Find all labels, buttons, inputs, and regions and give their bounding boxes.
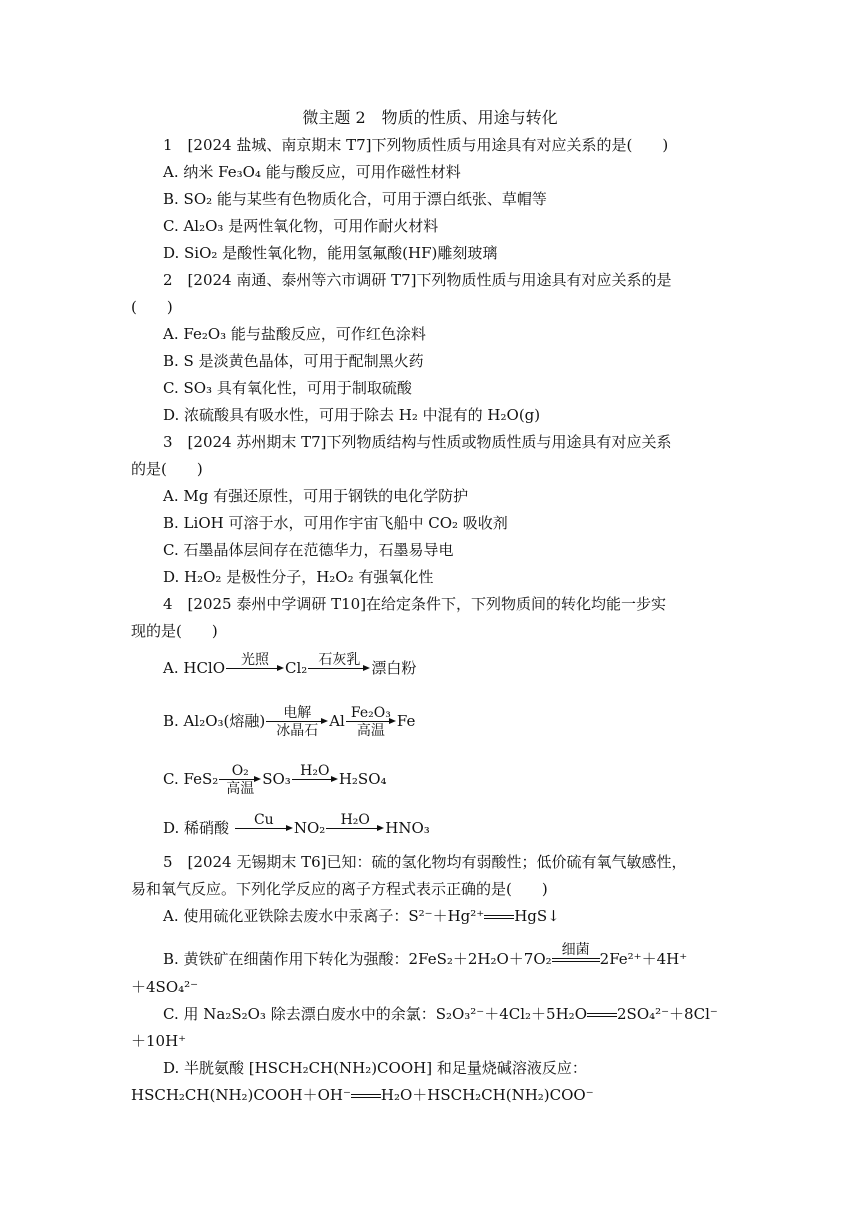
q4d-arrow-1 (235, 812, 293, 846)
q5b-right: 2Fe²⁺＋4H⁺ (599, 950, 688, 968)
q4a-arrow-1 (226, 652, 284, 686)
q4b-mid: Al (329, 712, 345, 730)
q4b-cond-1-top: 电解 (283, 705, 312, 721)
q5a-equals (484, 915, 514, 919)
q1-option-d: D. SiO₂ 是酸性氧化物，能用氢氟酸(HF)雕刻玻璃 (163, 244, 498, 262)
q5c-text: C. 用 Na₂S₂O₃ 除去漂白废水中的余氯：S₂O₃²⁻＋4Cl₂＋5H₂O (163, 1005, 587, 1023)
q4a-cond-2: 石灰乳 (318, 652, 361, 668)
q4d-product: HNO₃ (385, 819, 430, 837)
q4a-arrow-2 (308, 652, 370, 686)
q2-option-d: D. 浓硫酸具有吸水性，可用于除去 H₂ 中混有的 H₂O(g) (163, 406, 541, 424)
q4d-mid: NO₂ (293, 819, 326, 837)
q5-option-b (163, 942, 687, 978)
q4c-label: C. FeS₂ (163, 770, 219, 788)
q4b-cond-2-bottom: 高温 (356, 723, 385, 739)
q4c-arrow-1 (219, 763, 261, 797)
q4c-cond-1-bottom: 高温 (226, 781, 255, 797)
q5-option-b-cont: ＋4SO₄²⁻ (131, 978, 199, 996)
q4-option-b (163, 705, 415, 739)
q4d-cond-2: H₂O (340, 812, 370, 828)
q2-stem-cont: ( ) (131, 298, 173, 316)
q5a-right: HgS↓ (514, 907, 560, 925)
q2-option-a: A. Fe₂O₃ 能与盐酸反应，可作红色涂料 (163, 325, 426, 343)
q4c-mid: SO₃ (262, 770, 291, 788)
q4d-label: D. 稀硝酸 (163, 819, 230, 837)
q5-option-c-cont: ＋10H⁺ (131, 1032, 187, 1050)
q3-option-a: A. Mg 有强还原性，可用于钢铁的电化学防护 (163, 487, 469, 505)
q2-option-b: B. S 是淡黄色晶体，可用于配制黑火药 (163, 352, 424, 370)
q5d-left: HSCH₂CH(NH₂)COOH＋OH⁻ (131, 1086, 351, 1104)
q4-stem: 4 [2025 泰州中学调研 T10]在给定条件下，下列物质间的转化均能一步实 (163, 595, 667, 613)
q4c-arrow-2 (292, 763, 338, 797)
q5-option-c (163, 1004, 718, 1024)
q2-stem: 2 [2024 南通、泰州等六市调研 T7]下列物质性质与用途具有对应关系的是 (163, 271, 672, 289)
q5b-equals (552, 942, 600, 978)
q5-option-d-cont (131, 1085, 594, 1105)
q1-option-b: B. SO₂ 能与某些有色物质化合，可用于漂白纸张、草帽等 (163, 190, 547, 208)
q4b-cond-1-bottom: 冰晶石 (276, 723, 319, 739)
q5-option-d: D. 半胱氨酸 [HSCH₂CH(NH₂)COOH] 和足量烧碱溶液反应： (163, 1059, 587, 1077)
q5-stem: 5 [2024 无锡期末 T6]已知：硫的氢化物均有弱酸性；低价硫有氧气敏感性， (163, 853, 687, 871)
q4a-label: A. HClO (163, 659, 226, 677)
q4a-mid: Cl₂ (285, 659, 308, 677)
q5c-right: 2SO₄²⁻＋8Cl⁻ (617, 1005, 718, 1023)
q4b-cond-2-top: Fe₂O₃ (350, 705, 391, 721)
q1-option-c: C. Al₂O₃ 是两性氧化物，可用作耐火材料 (163, 217, 439, 235)
q4-stem-cont: 现的是( ) (131, 622, 218, 640)
q5a-text: A. 使用硫化亚铁除去废水中汞离子：S²⁻＋Hg²⁺ (163, 907, 485, 925)
q4a-cond-1: 光照 (241, 652, 270, 668)
q1-stem: 1 [2024 盐城、南京期末 T7]下列物质性质与用途具有对应关系的是( ) (163, 136, 669, 154)
q3-option-b: B. LiOH 可溶于水，可用作宇宙飞船中 CO₂ 吸收剂 (163, 514, 508, 532)
page-title: 微主题 2 物质的性质、用途与转化 (302, 108, 558, 127)
q4b-label: B. Al₂O₃(熔融) (163, 712, 266, 730)
q3-stem: 3 [2024 苏州期末 T7]下列物质结构与性质或物质性质与用途具有对应关系 (163, 433, 672, 451)
q5-option-a (163, 906, 560, 926)
q4-option-d (163, 812, 430, 846)
q1-option-a: A. 纳米 Fe₃O₄ 能与酸反应，可用作磁性材料 (163, 163, 461, 181)
q4c-product: H₂SO₄ (338, 770, 387, 788)
q4b-arrow-1 (266, 705, 328, 739)
q3-option-d: D. H₂O₂ 是极性分子，H₂O₂ 有强氧化性 (163, 568, 434, 586)
q4c-cond-1-top: O₂ (231, 763, 249, 779)
q4b-product: Fe (396, 712, 416, 730)
q4c-cond-2: H₂O (300, 763, 330, 779)
q5b-text: B. 黄铁矿在细菌作用下转化为强酸：2FeS₂＋2H₂O＋7O₂ (163, 950, 552, 968)
q2-option-c: C. SO₃ 具有氧化性，可用于制取硫酸 (163, 379, 412, 397)
q5c-equals (587, 1013, 617, 1017)
q4d-cond-1: Cu (253, 812, 274, 828)
q3-option-c: C. 石墨晶体层间存在范德华力，石墨易导电 (163, 541, 454, 559)
q5-stem-cont: 易和氧气反应。下列化学反应的离子方程式表示正确的是( ) (131, 880, 548, 898)
q4-option-a (163, 652, 416, 686)
q4-option-c (163, 763, 387, 797)
q5b-cond: 细菌 (561, 942, 590, 958)
q4b-arrow-2 (346, 705, 396, 739)
q4a-product: 漂白粉 (371, 659, 417, 677)
q3-stem-cont: 的是( ) (131, 460, 203, 478)
q4d-arrow-2 (326, 812, 384, 846)
q5d-right: H₂O＋HSCH₂CH(NH₂)COO⁻ (380, 1086, 594, 1104)
q5d-equals (351, 1094, 381, 1098)
